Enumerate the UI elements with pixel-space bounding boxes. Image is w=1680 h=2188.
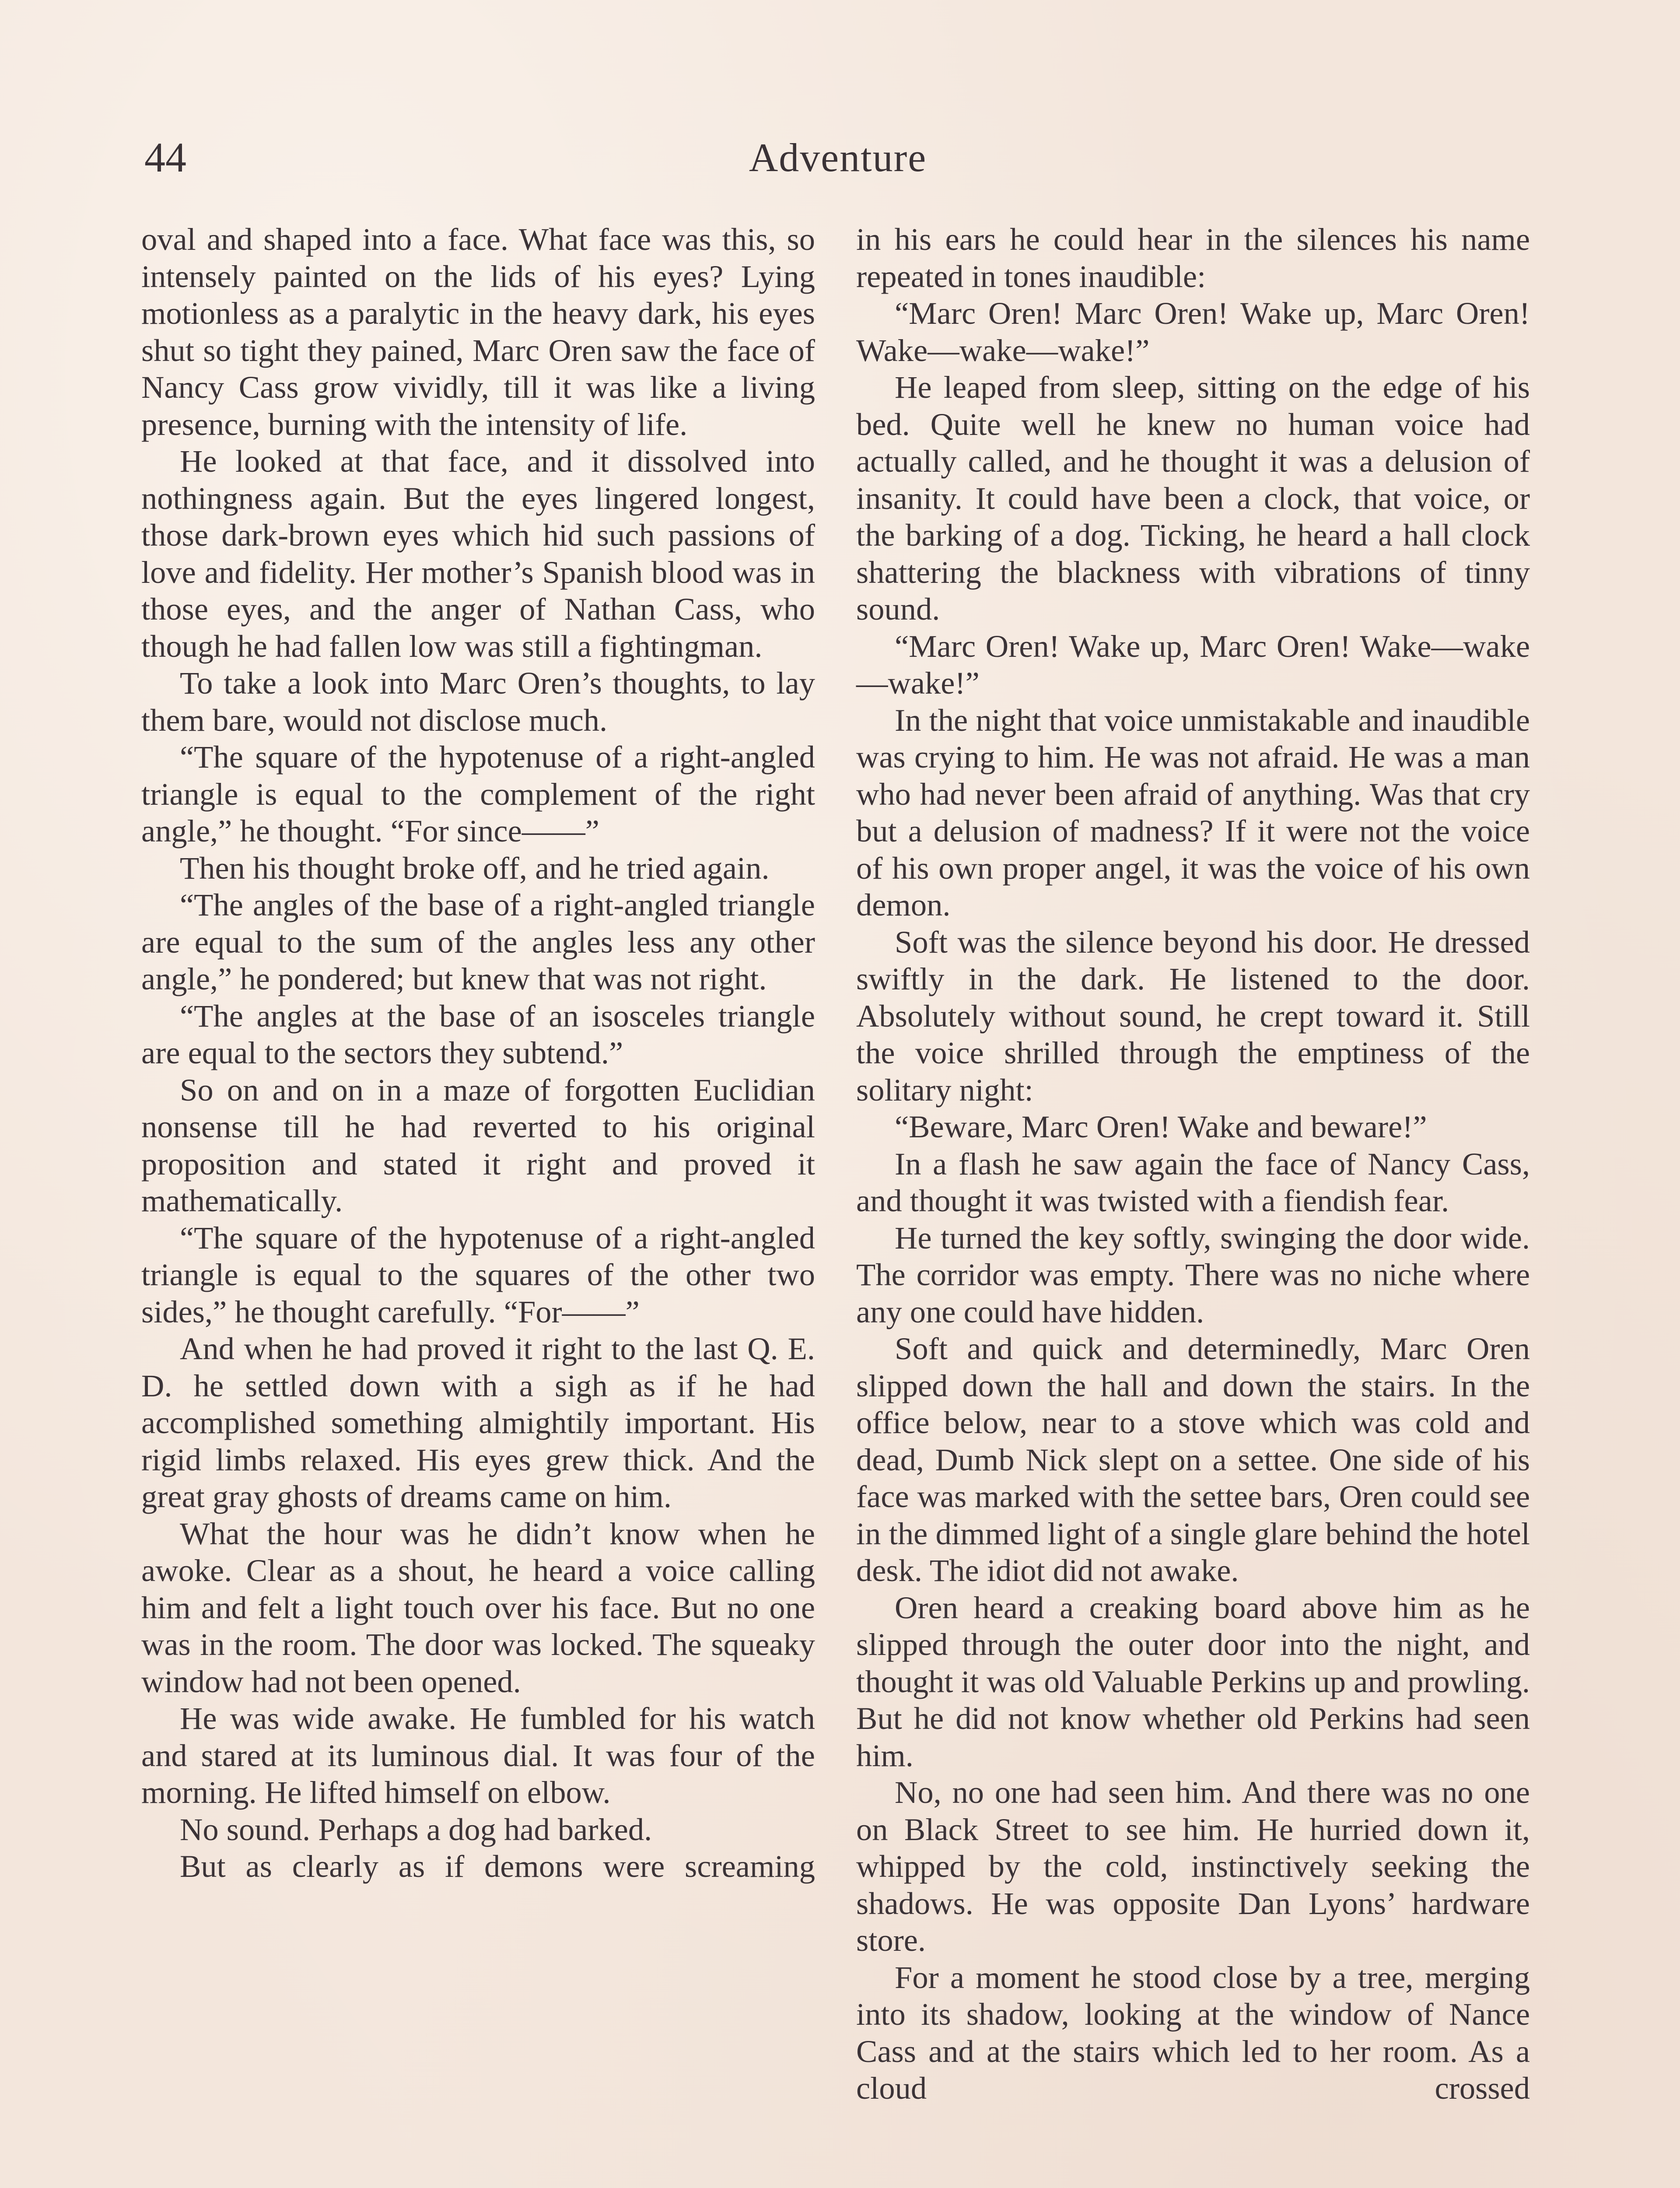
paragraph: “Marc Oren! Wake up, Marc Oren! Wake—wake—wake!” [856,628,1530,701]
paragraph: No, no one had seen him. And there was no one on Black Street to see him. He hurried down it, whipped by the cold, instinctively seeking the shadows. He was opposite Dan Lyons’ hardware store. [856,1774,1530,1958]
paragraph: And when he had proved it right to the last Q. E. D. he settled down with a sigh as if he had accomplished something almightily important. His rigid limbs relaxed. His eyes grew thick. And the great gray ghosts of dreams came on him. [141,1331,815,1514]
page-number: 44 [144,134,186,181]
paragraph: He was wide awake. He fumbled for his watch and stared at its luminous dial. It was four of the morning. He lifted himself on elbow. [141,1701,815,1810]
paragraph: He leaped from sleep, sitting on the edge of his bed. Quite well he knew no human voice had actually called, and he thought it was a delusion of insanity. It could have been a clock, that voice, or the barking of a dog. Ticking, he heard a hall clock shattering the blackness with vibrations of tinny sound. [856,369,1530,627]
paragraph: “Marc Oren! Marc Oren! Wake up, Marc Oren! Wake—wake—wake!” [856,295,1530,368]
paragraph: He turned the key softly, swinging the door wide. The corridor was empty. There was no niche where any one could have hidden. [856,1220,1530,1329]
paragraph: “The square of the hypotenuse of a right-angled triangle is equal to the complement of the right angle,” he thought. “For since——” [141,739,815,849]
paragraph: In a flash he saw again the face of Nancy Cass, and thought it was twisted with a fiendish fear. [856,1146,1530,1218]
paragraph: “Beware, Marc Oren! Wake and beware!” [895,1109,1427,1144]
paragraph: “The angles at the base of an isosceles triangle are equal to the sectors they subtend.” [141,998,815,1070]
paragraph: Soft and quick and determinedly, Marc Oren slipped down the hall and down the stairs. In the office below, near to a stove which was cold and dead, Dumb Nick slept on a settee. One side of his face was marked with the settee bars, Oren could see in the dimmed light of a single glare behind the hotel desk. The idiot did not awake. [856,1331,1530,1588]
paragraph: But as clearly as if demons were screaming [180,1848,815,1884]
paragraph: oval and shaped into a face. What face was this, so intensely painted on the lids of his eyes? Lying motionless as a paralytic in the heavy dark, his eyes shut so tight they pained, Marc Oren saw the face of Nancy Cass grow vividly, till it was like a living presence, burning with the intensity of life. [141,221,815,442]
running-title: Adventure [749,135,927,180]
right-column [856,221,1530,2107]
paragraph: So on and on in a maze of forgotten Euclidian nonsense till he had reverted to his original proposition and stated it right and proved it mathematically. [141,1072,815,1218]
paragraph: No sound. Perhaps a dog had barked. [180,1811,652,1847]
paragraph: “The angles of the base of a right-angled triangle are equal to the sum of the angles less any other angle,” he pondered; but knew that was not right. [141,887,815,996]
paragraph: in his ears he could hear in the silences his name repeated in tones inaudible: [856,221,1530,294]
left-column [141,221,815,1885]
paragraph: What the hour was he didn’t know when he awoke. Clear as a shout, he heard a voice calling him and felt a light touch over his face. But no one was in the room. The door was locked. The squeaky window had not been opened. [141,1515,815,1699]
paragraph: Then his thought broke off, and he tried again. [180,850,770,886]
paragraph: In the night that voice unmistakable and inaudible was crying to him. He was not afraid. He was a man who had never been afraid of anything. Was that cry but a delusion of madness? If it were not the voice of his own proper angel, it was the voice of his own demon. [856,702,1530,922]
paragraph: To take a look into Marc Oren’s thoughts, to lay them bare, would not disclose much. [141,665,815,738]
paragraph: For a moment he stood close by a tree, merging into its shadow, looking at the window of Nance Cass and at the stairs which led to her room. As a cloud crossed [856,1959,1530,2106]
paragraph: He looked at that face, and it dissolved into nothingness again. But the eyes lingered longest, those dark-brown eyes which hid such passions of love and fidelity. Her mother’s Spanish blood was in those eyes, and the anger of Nathan Cass, who though he had fallen low was still a fightingman. [141,443,815,664]
page-header [144,127,1531,193]
paragraph: “The square of the hypotenuse of a right-angled triangle is equal to the squares of the other two sides,” he thought carefully. “For——” [141,1220,815,1329]
paragraph: Soft was the silence beyond his door. He dressed swiftly in the dark. He listened to the door. Absolutely without sound, he crept toward it. Still the voice shrilled through the emptiness of the solitary night: [856,924,1530,1108]
paragraph: Oren heard a creaking board above him as he slipped through the outer door into the night, and thought it was old Valuable Perkins up and prowling. But he did not know whether old Perkins had seen him. [856,1589,1530,1773]
